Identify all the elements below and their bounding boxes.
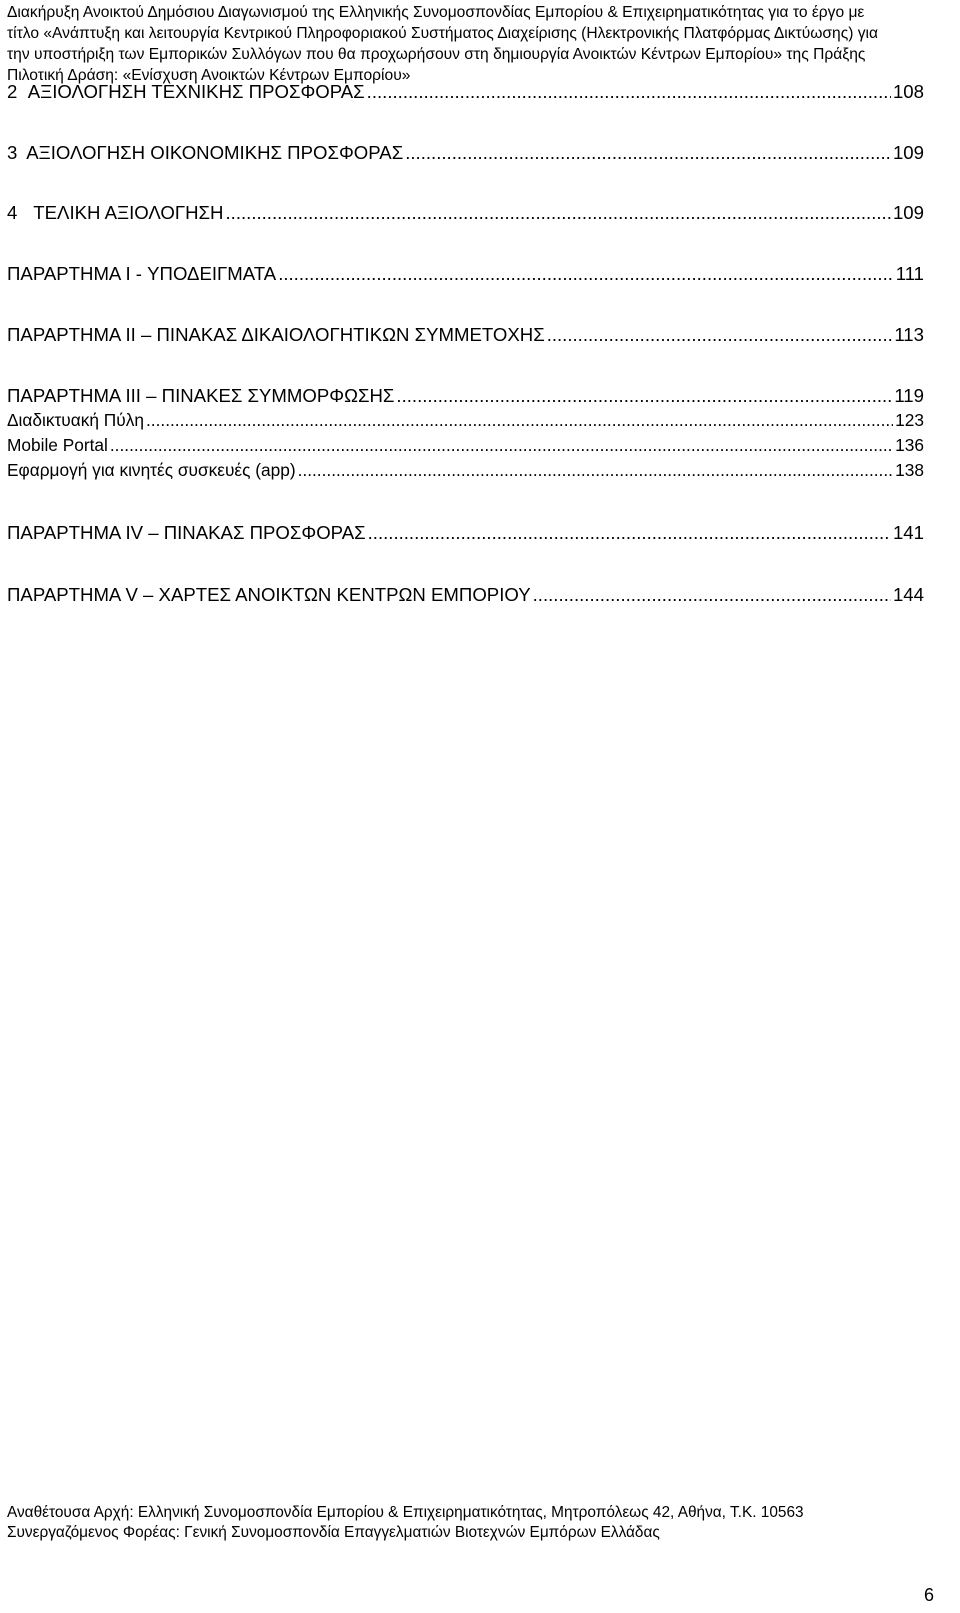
toc-dot-leader bbox=[368, 522, 891, 544]
toc-dot-leader bbox=[547, 324, 893, 346]
toc-entry-number: 3 bbox=[7, 142, 18, 163]
toc-dot-leader bbox=[278, 263, 894, 285]
toc-entry[interactable] bbox=[7, 142, 924, 164]
toc-entry-page: 138 bbox=[895, 460, 924, 480]
footer-contracting-authority: Αναθέτουσα Αρχή: Ελληνική Συνομοσπονδία Εμπορίου & Επιχειρηματικότητας, Μητροπόλεως 42, Αθήνα, Τ.Κ. 10563 bbox=[7, 1504, 804, 1521]
toc-entry-title: ΑΞΙΟΛΟΓΗΣΗ ΟΙΚΟΝΟΜΙΚΗΣ ΠΡΟΣΦΟΡΑΣ bbox=[26, 142, 404, 163]
header-line: την υποστήριξη των Εμπορικών Συλλόγων που θα προχωρήσουν στη δημιουργία Ανοικτών Κέντρων Εμπορίου» της Πράξης bbox=[7, 46, 866, 63]
toc-subentry[interactable] bbox=[7, 435, 924, 456]
toc-entry[interactable] bbox=[7, 263, 924, 285]
toc-entry-page: 144 bbox=[892, 584, 924, 605]
toc-dot-leader bbox=[146, 410, 893, 431]
toc-entry-title: ΠΑΡΑΡΤΗΜΑ III – ΠΙΝΑΚΕΣ ΣΥΜΜΟΡΦΩΣΗΣ bbox=[7, 385, 395, 406]
toc-dot-leader bbox=[405, 142, 891, 164]
toc-dot-leader bbox=[367, 81, 891, 103]
toc-dot-leader bbox=[110, 435, 893, 456]
toc-entry-page: 108 bbox=[892, 81, 924, 102]
toc-entry-title: ΤΕΛΙΚΗ ΑΞΙΟΛΟΓΗΣΗ bbox=[33, 202, 224, 223]
toc-entry-page: 141 bbox=[892, 522, 924, 543]
toc-entry-number: 4 bbox=[7, 202, 18, 223]
toc-entry-title: Εφαρμογή για κινητές συσκευές (app) bbox=[7, 460, 296, 480]
toc-entry-page: 123 bbox=[895, 410, 924, 430]
toc-entry-title: ΠΑΡΑΡΤΗΜΑ II – ΠΙΝΑΚΑΣ ΔΙΚΑΙΟΛΟΓΗΤΙΚΩΝ ΣΥΜΜΕΤΟΧΗΣ bbox=[7, 324, 545, 345]
toc-dot-leader bbox=[298, 460, 894, 481]
header-line: Διακήρυξη Ανοικτού Δημόσιου Διαγωνισμού της Ελληνικής Συνομοσπονδίας Εμπορίου & Επιχειρηματικότητας για το έργο με bbox=[7, 4, 865, 21]
toc-dot-leader bbox=[396, 385, 892, 407]
toc-dot-leader bbox=[225, 202, 890, 224]
toc-entry-title: ΑΞΙΟΛΟΓΗΣΗ ΤΕΧΝΙΚΗΣ ΠΡΟΣΦΟΡΑΣ bbox=[27, 81, 365, 102]
toc-entry-title: ΠΑΡΑΡΤΗΜΑ IV – ΠΙΝΑΚΑΣ ΠΡΟΣΦΟΡΑΣ bbox=[7, 522, 366, 543]
toc-entry-page: 109 bbox=[892, 142, 924, 163]
toc-subentry[interactable] bbox=[7, 460, 924, 481]
toc-entry-page: 119 bbox=[894, 385, 924, 406]
toc-dot-leader bbox=[533, 584, 891, 606]
toc-entry[interactable] bbox=[7, 522, 924, 544]
toc-entry-page: 136 bbox=[895, 435, 924, 455]
toc-entry-title: Mobile Portal bbox=[7, 435, 108, 455]
page-footer bbox=[7, 1503, 804, 1543]
toc-entry[interactable] bbox=[7, 324, 924, 346]
toc-entry-number: 2 bbox=[7, 81, 18, 102]
page-number: 6 bbox=[923, 1585, 934, 1605]
toc-entry[interactable] bbox=[7, 202, 924, 224]
header-line: τίτλο «Ανάπτυξη και λειτουργία Κεντρικού Πληροφοριακού Συστήματος Διαχείρισης (Ηλεκτρονικής Πλατφόρμας Δικτύωσης) για bbox=[7, 25, 879, 42]
toc-entry[interactable] bbox=[7, 385, 924, 407]
toc-entry-page: 113 bbox=[894, 324, 924, 345]
page-header bbox=[7, 2, 953, 86]
toc-entry-title: Διαδικτυακή Πύλη bbox=[7, 410, 144, 430]
toc-subentry[interactable] bbox=[7, 410, 924, 431]
toc-entry-page: 109 bbox=[892, 202, 924, 223]
footer-partner-organization: Συνεργαζόμενος Φορέας: Γενική Συνομοσπονδία Επαγγελματιών Βιοτεχνών Εμπόρων Ελλάδας bbox=[7, 1524, 660, 1541]
header-line: Πιλοτική Δράση: «Ενίσχυση Ανοικτών Κέντρων Εμπορίου» bbox=[7, 67, 411, 84]
toc-entry[interactable] bbox=[7, 584, 924, 606]
toc-entry-page: 111 bbox=[895, 263, 924, 284]
toc-entry-title: ΠΑΡΑΡΤΗΜΑ I - ΥΠΟΔΕΙΓΜΑΤΑ bbox=[7, 263, 277, 284]
toc-entry-title: ΠΑΡΑΡΤΗΜΑ V – ΧΑΡΤΕΣ ΑΝΟΙΚΤΩΝ ΚΕΝΤΡΩΝ ΕΜΠΟΡΙΟΥ bbox=[7, 584, 531, 605]
toc-entry[interactable] bbox=[7, 81, 924, 103]
